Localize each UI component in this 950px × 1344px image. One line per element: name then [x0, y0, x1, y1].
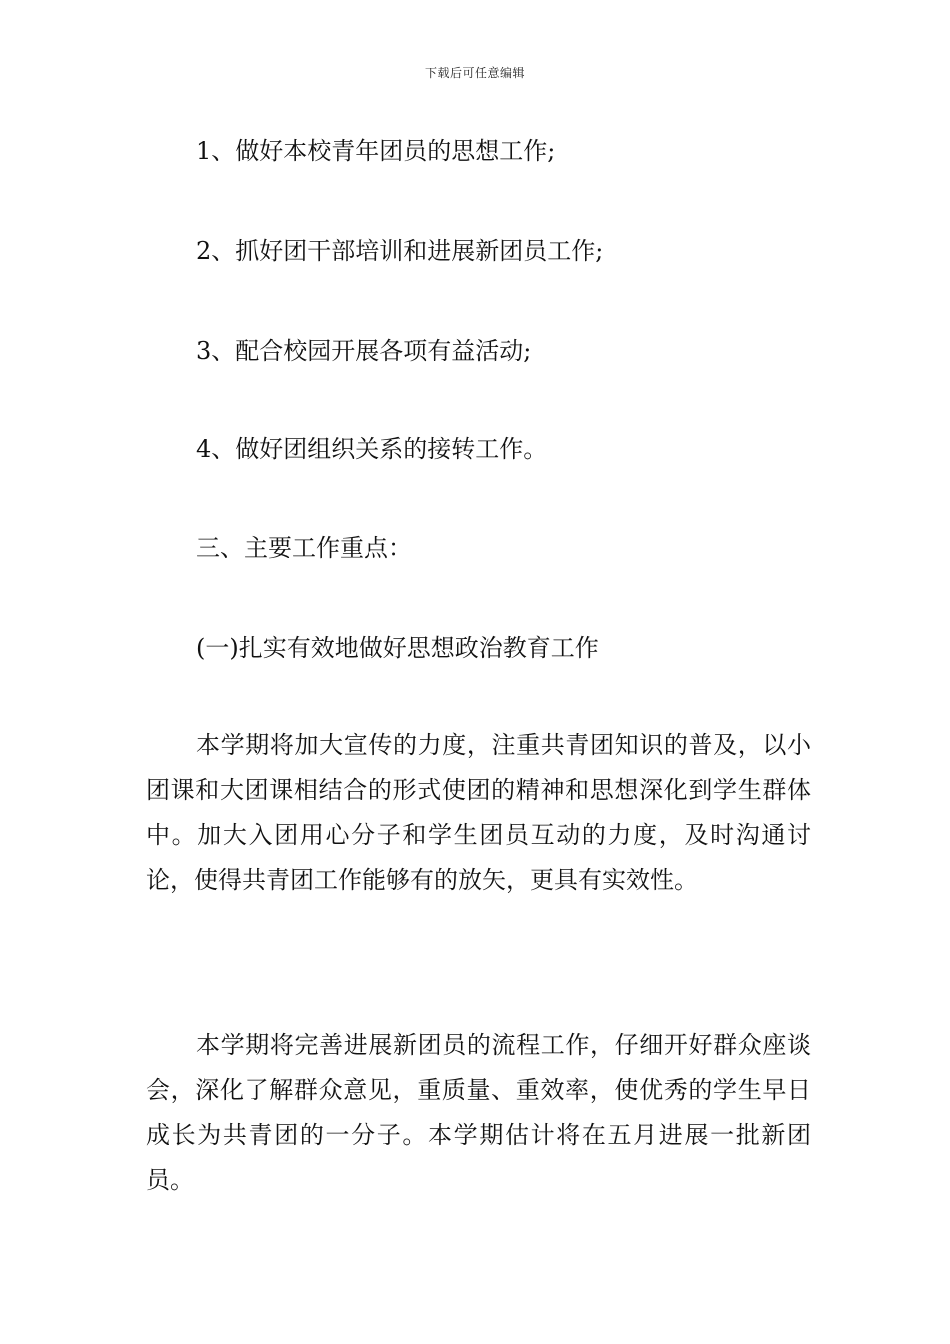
section-heading: 三、主要工作重点： — [196, 534, 412, 562]
paragraph-2: 本学期将完善进展新团员的流程工作，仔细开好群众座谈会，深化了解群众意见，重质量、重效率，使优秀的学生早日成长为共青团的一分子。本学期估计将在五月进展一批新团员。 — [146, 1031, 811, 1194]
list-item-3: 3、配合校园开展各项有益活动; — [196, 337, 532, 365]
paragraph-1: 本学期将加大宣传的力度，注重共青团知识的普及，以小团课和大团课相结合的形式使团的精神和思想深化到学生群体中。加大入团用心分子和学生团员互动的力度，及时沟通讨论，使得共青团工作能够有的放矢，更具有实效性。 — [146, 731, 811, 894]
list-item-2: 2、抓好团干部培训和进展新团员工作; — [196, 237, 604, 265]
list-item-4: 4、做好团组织关系的接转工作。 — [196, 435, 548, 463]
list-item-1: 1、做好本校青年团员的思想工作; — [196, 137, 556, 165]
page-header: 下载后可任意编辑 — [424, 66, 525, 80]
subsection-heading: (一)扎实有效地做好思想政治教育工作 — [196, 634, 599, 662]
